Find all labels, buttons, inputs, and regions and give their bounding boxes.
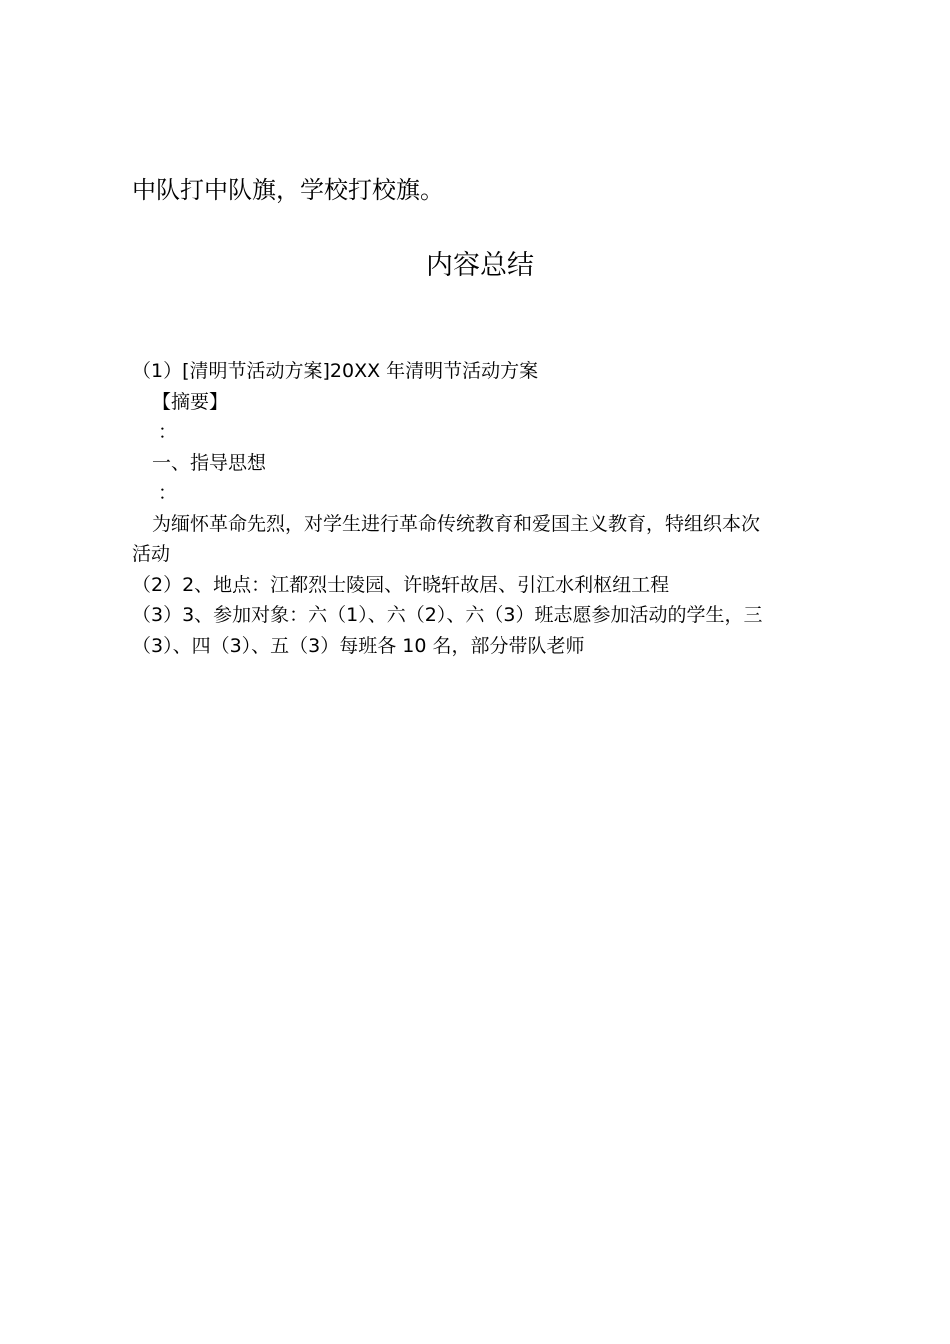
- summary-line-guiding-heading: 一、指导思想: [152, 451, 267, 474]
- summary-line-participants-continued: （3）、四（3）、五（3）每班各 10 名，部分带队老师: [132, 634, 585, 657]
- summary-body: [132, 356, 832, 661]
- summary-line-participants: （3）3、参加对象：六（1）、六（2）、六（3）班志愿参加活动的学生，三: [132, 604, 763, 626]
- body-text-top-line: 中队打中队旗，学校打校旗。: [132, 176, 444, 204]
- section-heading-summary: 内容总结: [426, 250, 534, 281]
- summary-line-location: （2）2、地点：江都烈士陵园、许晓轩故居、引江水利枢纽工程: [132, 573, 670, 596]
- summary-line-purpose-continued: 活动: [132, 543, 171, 565]
- summary-line-abstract-label: 【摘要】: [152, 390, 229, 413]
- summary-line-colon: ：: [158, 482, 178, 504]
- summary-line-colon: ：: [158, 421, 178, 443]
- summary-line-purpose: 为缅怀革命先烈，对学生进行革命传统教育和爱国主义教育，特组织本次: [152, 512, 761, 535]
- summary-line-title: （1）[清明节活动方案]20XX 年清明节活动方案: [132, 360, 539, 382]
